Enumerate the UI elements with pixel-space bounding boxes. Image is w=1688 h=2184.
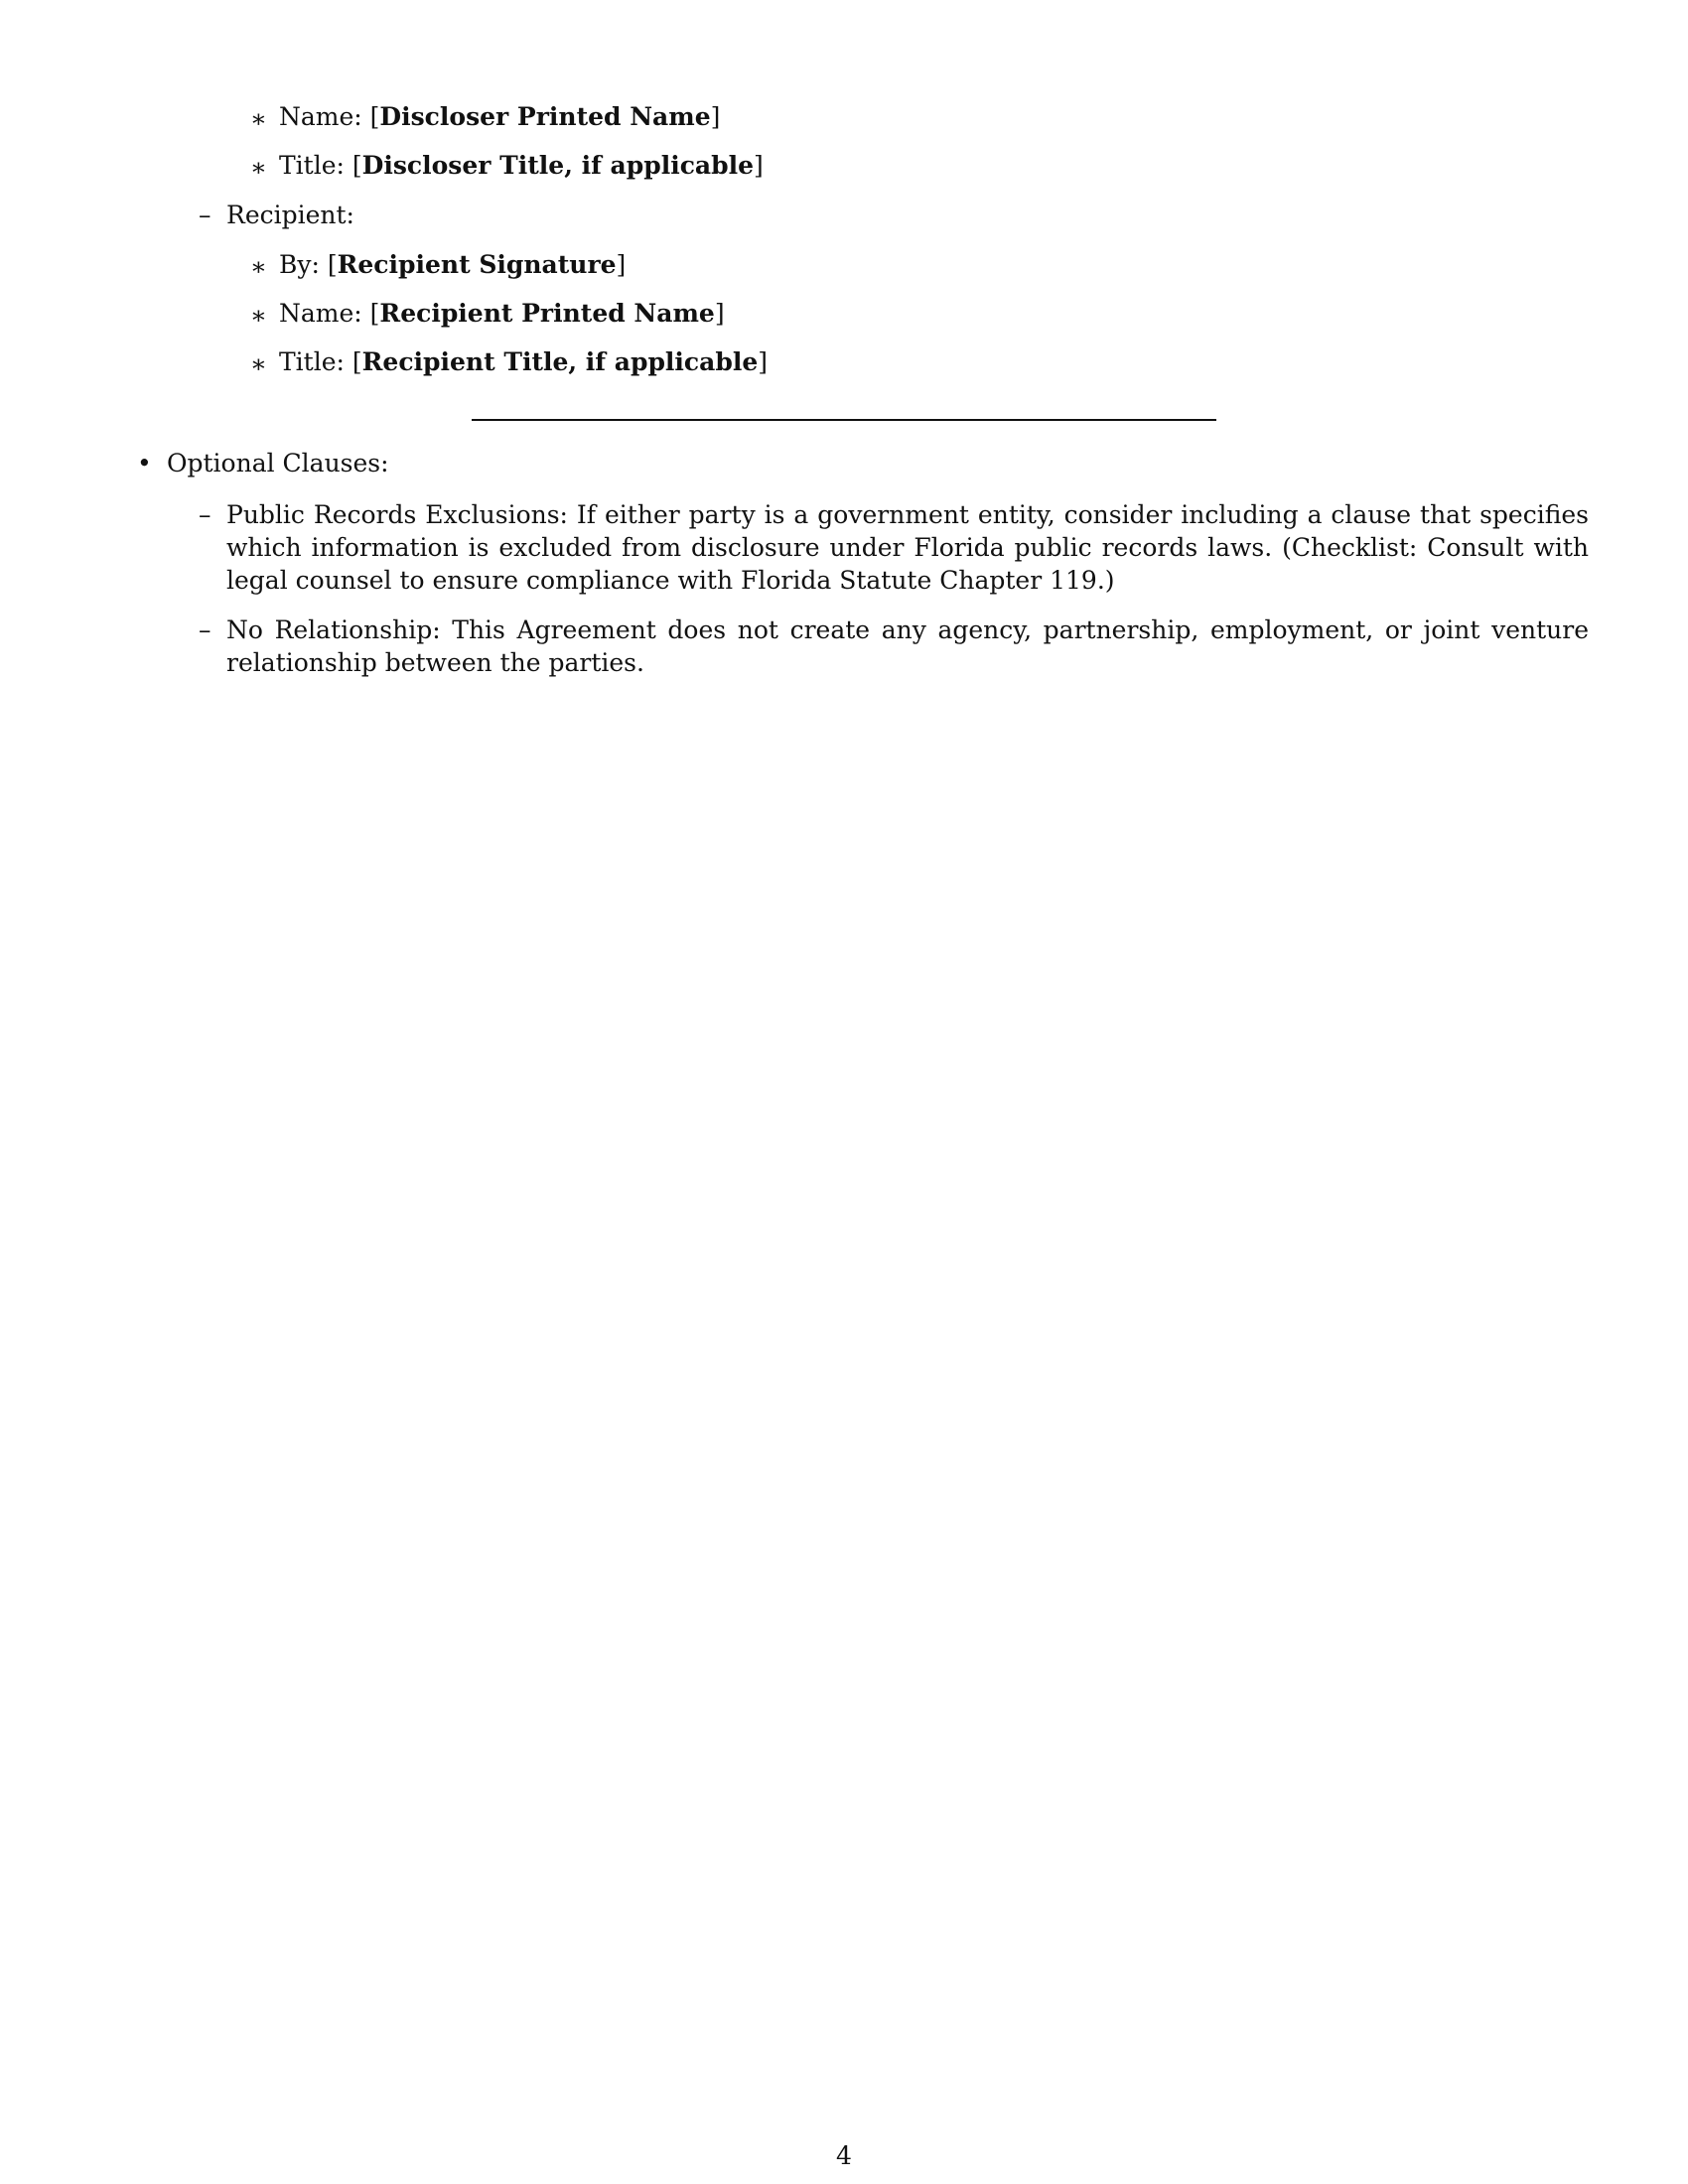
clause-no-relationship: No Relationship: This Agreement does not create any agency, partnership, employment, or joint venture relationship between the parties. (226, 615, 1589, 677)
placeholder-value: Recipient Signature (337, 250, 617, 279)
discloser-title-line: Title: [Discloser Title, if applicable] (279, 151, 764, 180)
discloser-name-line: Name: [Discloser Printed Name] (279, 102, 721, 131)
list-bullet: ∗ (250, 104, 267, 133)
placeholder-value: Recipient Printed Name (379, 299, 715, 328)
list-bullet: ∗ (250, 153, 267, 182)
page-number: 4 (836, 2141, 852, 2170)
placeholder-value: Discloser Printed Name (379, 102, 711, 131)
list-bullet: ∗ (250, 252, 267, 281)
field-label: Name: (279, 102, 362, 131)
field-label: By: (279, 250, 320, 279)
field-label: Name: (279, 299, 362, 328)
recipient-title-line: Title: [Recipient Title, if applicable] (279, 347, 768, 376)
list-dash: – (199, 500, 211, 529)
list-bullet: ∗ (250, 301, 267, 330)
optional-clauses-heading: Optional Clauses: (167, 449, 389, 478)
placeholder-value: Recipient Title, if applicable (361, 347, 759, 376)
field-label: Title: (279, 151, 345, 180)
section-divider (472, 419, 1216, 421)
recipient-heading: Recipient: (226, 201, 354, 229)
placeholder-value: Discloser Title, if applicable (361, 151, 755, 180)
list-bullet-dot: • (137, 449, 152, 478)
clause-public-records: Public Records Exclusions: If either party is a government entity, consider including a clause that specifies which information is excluded from disclosure under Florida public records laws. (Checklist: Consult with legal counsel to ensure compliance with Florida Statute Chapter 119.) (226, 500, 1589, 595)
recipient-name-line: Name: [Recipient Printed Name] (279, 299, 725, 328)
list-dash: – (199, 201, 211, 229)
recipient-signature-line: By: [Recipient Signature] (279, 250, 627, 279)
list-dash: – (199, 615, 211, 644)
list-bullet: ∗ (250, 349, 267, 378)
field-label: Title: (279, 347, 345, 376)
